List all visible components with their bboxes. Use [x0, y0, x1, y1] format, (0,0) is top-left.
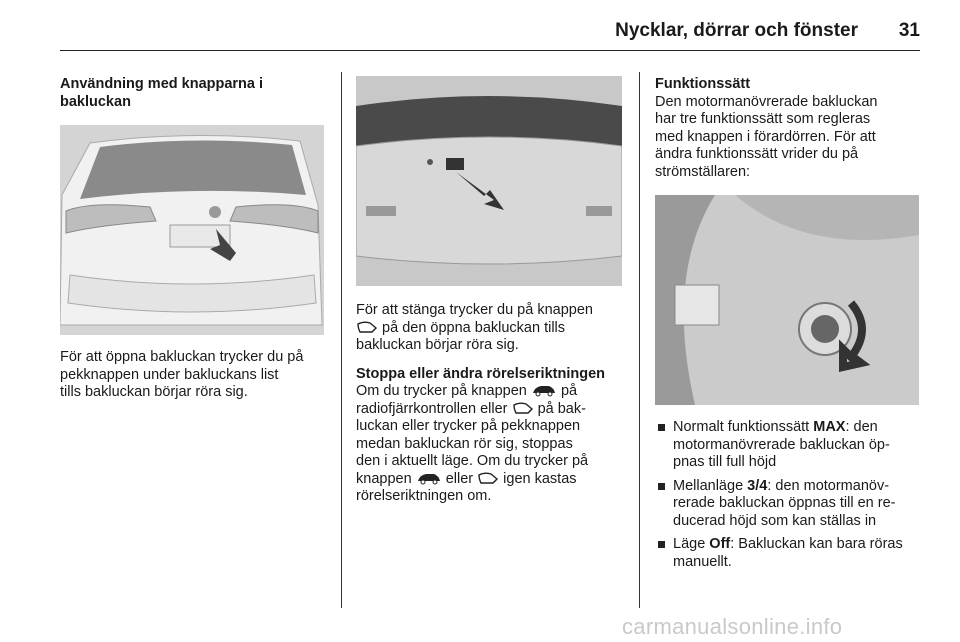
close-instructions: För att stänga trycker du på knappen på den öppna bakluckan tills bakluckan börjar röra sig. — [356, 302, 593, 353]
mode-item-three-quarter: Mellanläge 3/4: den motormanöv- rerade bakluckan öppnas till en re- ducerad höjd som kan ställas in — [655, 478, 923, 531]
modes-intro: Den motormanövrerade bakluckan har tre funktionssätt som regleras med knappen i förardörren. För att ändra funktionssätt vrider du på strömställaren: — [655, 93, 878, 180]
bullet-square-icon — [658, 541, 665, 548]
car-remote-icon — [416, 471, 442, 485]
column-divider-2 — [639, 72, 640, 608]
stop-instructions: Om du trycker på knappen på radiofjärrkontrollen eller på bak- luckan eller trycker på pekknappen medan bakluckan rör sig, stoppas den i aktuellt läge. Om du trycker på knappen eller igen kastas rörelseriktningen om. — [356, 383, 589, 504]
mode-item-off: Läge Off: Bakluckan kan bara röras manuellt. — [655, 536, 923, 571]
section-heading-stop: Stoppa eller ändra rörelseriktningen — [356, 365, 605, 382]
section-heading-buttons: Användning med knapparna i bakluckan — [60, 76, 264, 110]
bullet-square-icon — [658, 483, 665, 490]
section-heading-modes: Funktionssätt — [655, 76, 751, 92]
page-number: 31 — [898, 20, 920, 41]
page-title: Nycklar, dörrar och fönster — [615, 20, 858, 41]
mode-item-max: Normalt funktionssätt MAX: den motormanövrerade bakluckan öp- pnas till full höjd — [655, 419, 923, 472]
tailgate-interior-illustration — [356, 76, 622, 286]
column-divider-1 — [341, 72, 342, 608]
tailgate-close-icon — [512, 401, 534, 415]
car-remote-icon — [531, 383, 557, 397]
tailgate-close-icon — [356, 320, 378, 334]
watermark: carmanualsonline.info — [622, 614, 843, 639]
page-header — [60, 14, 920, 51]
column-2 — [356, 76, 630, 506]
car-rear-illustration — [60, 125, 324, 335]
column-3 — [655, 76, 923, 577]
door-switch-illustration — [655, 195, 919, 405]
open-instructions: För att öppna bakluckan trycker du på pekknappen under bakluckans list tills bakluckan börjar röra sig. — [60, 349, 304, 400]
mode-list — [655, 419, 923, 571]
bullet-square-icon — [658, 424, 665, 431]
column-1 — [60, 76, 328, 402]
tailgate-close-icon — [477, 471, 499, 485]
